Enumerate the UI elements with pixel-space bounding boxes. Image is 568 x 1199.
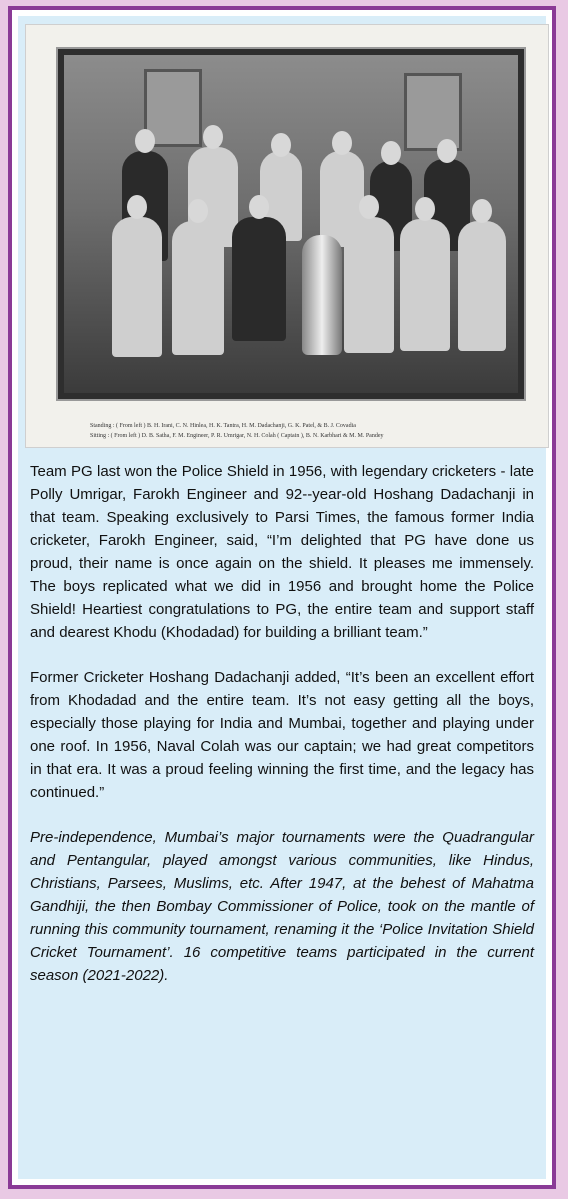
article-frame <box>8 6 556 1189</box>
article-text <box>30 460 534 1009</box>
sitting-player-4 <box>344 217 394 353</box>
paragraph-2: Former Cricketer Hoshang Dadachanji added, “It’s been an excellent effort from Khodadad and the entire team. It’s not easy getting all the boys, especially those playing for India and Mumbai, together and playing under one roof. In 1956, Naval Colah was our captain; we had great competitors in that era. It was a proud feeling winning the first time, and the legacy has continued.” <box>30 669 534 801</box>
caption-sitting: Sitting : ( From left ) D. B. Satha, F. M. Engineer, P. R. Umrigar, N. H. Colah ( Captain ), B. N. Karbhari & M. M. Pandey <box>90 433 384 439</box>
team-photo-image <box>58 49 524 399</box>
player-head <box>381 141 401 165</box>
player-head <box>415 197 435 221</box>
paragraph-1: Team PG last won the Police Shield in 1956, with legendary cricketers - late Polly Umrigar, Farokh Engineer and 92--year-old Hoshang Dadachanji in that team. Speaking exclusively to Parsi Times, the famous former India cricketer, Farokh Engineer, said, “I’m delighted that PG have done us proud, their name is once again on the shield. It pleases me immensely. The boys replicated what we did in 1956 and brought home the Police Shield! Heartiest congratulations to PG, the entire team and support staff and dearest Khodu (Khodadad) for building a brilliant team.” <box>30 463 534 641</box>
player-head <box>249 195 269 219</box>
caption-standing: Standing : ( From left ) B. H. Irani, C. N. Hinlea, H. K. Tantra, H. M. Dadachanji, G. K. Patel, & B. J. Covadia <box>90 423 356 429</box>
player-head <box>472 199 492 223</box>
player-head <box>332 131 352 155</box>
article-panel <box>18 16 546 1179</box>
sitting-player-3 <box>232 217 286 341</box>
sitting-player-5 <box>400 219 450 351</box>
team-photo <box>25 24 549 448</box>
player-head <box>359 195 379 219</box>
player-head <box>271 133 291 157</box>
sitting-player-1 <box>112 217 162 357</box>
player-head <box>135 129 155 153</box>
police-shield-trophy <box>302 235 342 355</box>
sitting-player-2 <box>172 221 224 355</box>
sitting-player-6 <box>458 221 506 351</box>
wall-picture-right <box>404 73 462 151</box>
paragraph-3: Pre-independence, Mumbai’s major tournaments were the Quadrangular and Pentangular, played amongst various communities, like Hindus, Christians, Parsees, Muslims, etc. After 1947, at the behest of Mahatma Gandhiji, the then Bombay Commissioner of Police, took on the mantle of running this community tournament, renaming it the ‘Police Invitation Shield Cricket Tournament’. 16 competitive teams participated in the current season (2021-2022). <box>30 829 534 984</box>
player-head <box>203 125 223 149</box>
player-head <box>127 195 147 219</box>
player-head <box>437 139 457 163</box>
player-head <box>188 199 208 223</box>
